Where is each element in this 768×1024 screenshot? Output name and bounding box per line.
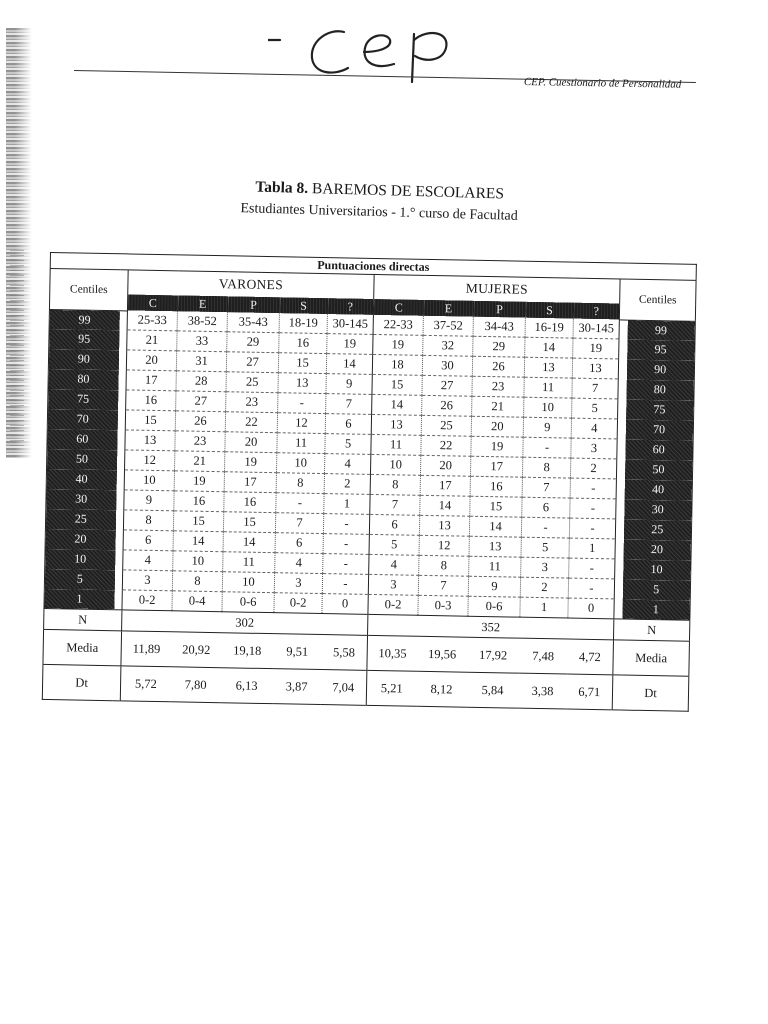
cell-mujeres: 14 xyxy=(525,337,573,358)
cell-varones: 9 xyxy=(326,374,372,395)
cell-mujeres: 14 xyxy=(372,394,422,415)
dt-value-mujeres: 8,12 xyxy=(430,681,453,696)
cell-mujeres: 13 xyxy=(469,536,521,557)
dt-value-mujeres: 3,38 xyxy=(531,683,554,698)
cell-varones: 20 xyxy=(126,350,176,371)
cell-mujeres: 8 xyxy=(522,457,570,478)
centile-left: 99 xyxy=(49,309,119,330)
cell-varones: 4 xyxy=(275,553,323,574)
cell-mujeres: 20 xyxy=(471,416,523,437)
col-header-varones-s: S xyxy=(279,297,327,314)
cell-mujeres: 8 xyxy=(370,474,420,495)
cell-mujeres: 10 xyxy=(370,454,420,475)
cell-mujeres: 18 xyxy=(372,354,422,375)
cell-mujeres: 9 xyxy=(523,417,571,438)
cell-varones: 16 xyxy=(279,333,327,354)
col-header-mujeres-q: ? xyxy=(573,303,619,320)
cell-mujeres: 7 xyxy=(522,477,570,498)
cell-mujeres: 5 xyxy=(572,398,618,419)
cell-varones: 17 xyxy=(126,370,176,391)
dt-value-mujeres: 5,21 xyxy=(380,680,403,696)
cell-varones: 19 xyxy=(225,452,277,473)
cell-mujeres: 22 xyxy=(421,435,471,456)
cell-mujeres: 29 xyxy=(473,336,525,357)
cell-varones: 19 xyxy=(174,471,224,492)
cell-varones: 22 xyxy=(225,412,277,433)
cell-varones: 10 xyxy=(276,453,324,474)
dt-value-varones: 3,87 xyxy=(285,678,308,694)
cell-mujeres: 0-6 xyxy=(468,596,520,617)
centile-right: 70 xyxy=(625,419,693,440)
cell-varones: 0-2 xyxy=(274,593,322,614)
col-header-mujeres-c: C xyxy=(373,299,423,316)
media-value-varones: 9,51 xyxy=(286,643,309,659)
cell-varones: 33 xyxy=(177,331,227,352)
cell-mujeres: 26 xyxy=(422,395,472,416)
media-value-mujeres: 10,35 xyxy=(378,645,407,661)
table-title-main: BAREMOS DE ESCOLARES xyxy=(311,180,505,203)
cell-mujeres: 16 xyxy=(470,476,522,497)
cell-mujeres: 21 xyxy=(472,396,524,417)
centile-left: 50 xyxy=(47,448,117,469)
cell-varones: 12 xyxy=(125,450,175,471)
media-label-right: Media xyxy=(635,650,668,665)
cell-mujeres: 0-3 xyxy=(418,595,468,616)
cell-varones: 31 xyxy=(176,351,226,372)
media-value-mujeres: 17,92 xyxy=(479,647,508,662)
dt-value-varones: 5,72 xyxy=(134,676,157,691)
cell-varones: 14 xyxy=(173,531,223,552)
col-header-mujeres-p: P xyxy=(473,301,525,318)
centile-left: 40 xyxy=(46,468,116,489)
cell-varones: 16 xyxy=(174,491,224,512)
col-header-varones-e: E xyxy=(177,295,227,312)
col-header-varones-c: C xyxy=(127,294,177,311)
cell-mujeres: - xyxy=(569,558,615,579)
cell-mujeres: 22-33 xyxy=(373,315,423,335)
cell-varones: 8 xyxy=(123,510,173,531)
centile-left: 5 xyxy=(44,568,114,589)
col-header-mujeres-e: E xyxy=(423,300,473,317)
cell-varones: 26 xyxy=(175,411,225,432)
cell-mujeres: 11 xyxy=(371,434,421,455)
table-number: Tabla 8. xyxy=(255,178,309,198)
dt-value-varones: 7,04 xyxy=(320,670,367,706)
centile-right: 20 xyxy=(623,539,691,560)
cell-varones: 6 xyxy=(275,533,323,554)
centile-left: 25 xyxy=(45,508,115,529)
centile-right: 95 xyxy=(627,339,695,360)
cell-varones: 15 xyxy=(223,512,275,533)
cell-varones: 10 xyxy=(124,470,174,491)
cell-mujeres: 20 xyxy=(420,455,470,476)
cell-mujeres: - xyxy=(568,578,614,599)
centiles-header-left: Centiles xyxy=(49,269,128,311)
cell-mujeres: 7 xyxy=(572,378,618,399)
cell-varones: - xyxy=(322,574,368,595)
centile-right: 1 xyxy=(622,599,690,620)
media-value-mujeres: 4,72 xyxy=(567,639,614,675)
centile-right: 40 xyxy=(624,479,692,500)
cell-mujeres: 2 xyxy=(520,577,568,598)
cell-mujeres: 14 xyxy=(469,516,521,537)
cell-mujeres: - xyxy=(523,437,571,458)
cell-mujeres: 15 xyxy=(372,374,422,395)
media-value-mujeres: 7,48 xyxy=(532,648,555,663)
cell-mujeres: 2 xyxy=(570,458,616,479)
cell-varones: 28 xyxy=(176,371,226,392)
cell-mujeres: 5 xyxy=(369,534,419,555)
cell-mujeres: 3 xyxy=(571,438,617,459)
col-header-mujeres-s: S xyxy=(525,302,573,319)
cell-varones: 35-43 xyxy=(227,312,279,332)
cell-varones: 27 xyxy=(226,352,278,373)
cell-varones: 4 xyxy=(123,550,173,571)
cell-mujeres: 4 xyxy=(571,418,617,439)
cell-varones: 2 xyxy=(324,474,370,495)
media-value-varones: 20,92 xyxy=(182,641,211,657)
group-header-varones: VARONES xyxy=(128,270,374,299)
col-header-varones-p: P xyxy=(227,296,279,313)
cell-mujeres: 30-145 xyxy=(573,319,619,339)
cell-mujeres: 27 xyxy=(422,375,472,396)
cell-mujeres: 11 xyxy=(469,556,521,577)
centile-left: 95 xyxy=(49,328,119,349)
centiles-header-right: Centiles xyxy=(619,279,696,321)
dt-value-mujeres: 6,71 xyxy=(566,674,613,710)
baremos-table xyxy=(42,252,697,712)
media-value-varones: 11,89 xyxy=(132,641,161,656)
cell-mujeres: 4 xyxy=(369,554,419,575)
centile-right: 25 xyxy=(623,519,691,540)
cell-mujeres: 14 xyxy=(420,495,470,516)
cell-mujeres: 7 xyxy=(370,494,420,515)
cell-varones: 21 xyxy=(127,330,177,351)
cell-mujeres: 1 xyxy=(569,538,615,559)
cell-varones: 23 xyxy=(226,392,278,413)
cell-varones: - xyxy=(276,493,324,514)
cell-varones: - xyxy=(278,393,326,414)
cell-mujeres: 0-2 xyxy=(368,594,418,615)
cell-varones: 6 xyxy=(123,530,173,551)
cell-mujeres: - xyxy=(570,498,616,519)
centile-right: 90 xyxy=(626,359,694,380)
cell-mujeres: 5 xyxy=(521,537,569,558)
cell-varones: 21 xyxy=(175,451,225,472)
cell-varones: 14 xyxy=(326,354,372,375)
cell-mujeres: 15 xyxy=(470,496,522,517)
cell-varones: 23 xyxy=(175,431,225,452)
cell-varones: 7 xyxy=(275,513,323,534)
cell-varones: - xyxy=(323,534,369,555)
cell-mujeres: 12 xyxy=(419,535,469,556)
centile-left: 10 xyxy=(45,548,115,569)
cell-varones: 27 xyxy=(176,391,226,412)
cell-varones: 3 xyxy=(274,573,322,594)
centile-left: 60 xyxy=(47,428,117,449)
centile-right: 80 xyxy=(626,379,694,400)
cell-varones: 15 xyxy=(173,511,223,532)
running-header: CEP. Cuestionario de Personalidad xyxy=(523,76,682,91)
centile-right: 99 xyxy=(627,320,695,341)
cell-varones: 11 xyxy=(277,433,325,454)
cell-mujeres: 19 xyxy=(573,338,619,359)
cell-varones: 3 xyxy=(122,570,172,591)
cell-varones: - xyxy=(323,554,369,575)
cell-varones: 25-33 xyxy=(127,310,177,330)
cell-mujeres: 13 xyxy=(419,515,469,536)
cell-mujeres: 7 xyxy=(418,575,468,596)
cell-mujeres: 26 xyxy=(472,356,524,377)
table-subtitle: Estudiantes Universitarios - 1.° curso de Facultad xyxy=(240,201,518,224)
centile-right: 10 xyxy=(623,559,691,580)
cell-varones: 12 xyxy=(277,413,325,434)
cell-varones: 29 xyxy=(227,332,279,353)
media-value-mujeres: 19,56 xyxy=(428,646,457,662)
cell-varones: 13 xyxy=(125,430,175,451)
cell-mujeres: 19 xyxy=(373,334,423,355)
cell-mujeres: 6 xyxy=(369,514,419,535)
cell-varones: 10 xyxy=(173,551,223,572)
cell-mujeres: 32 xyxy=(423,335,473,356)
cell-varones: 17 xyxy=(224,472,276,493)
n-label-right: N xyxy=(647,622,657,637)
cell-varones: 25 xyxy=(226,372,278,393)
cell-varones: 20 xyxy=(225,432,277,453)
cell-varones: 38-52 xyxy=(177,311,227,331)
cell-varones: 7 xyxy=(326,394,372,415)
table-title-block xyxy=(199,176,560,227)
cell-mujeres: 1 xyxy=(520,597,568,618)
centile-left: 75 xyxy=(48,388,118,409)
cell-varones: 19 xyxy=(327,334,373,355)
media-label-left: Media xyxy=(43,629,122,665)
group-header-mujeres: MUJERES xyxy=(374,274,620,303)
cell-varones: 0 xyxy=(322,594,368,615)
cell-mujeres: 6 xyxy=(522,497,570,518)
cell-varones: 14 xyxy=(223,532,275,553)
cell-mujeres: - xyxy=(570,478,616,499)
dt-label-left: Dt xyxy=(42,664,121,700)
cell-varones: 16 xyxy=(126,390,176,411)
cell-mujeres: 34-43 xyxy=(473,317,525,337)
cell-varones: 6 xyxy=(325,414,371,435)
cell-varones: 5 xyxy=(325,434,371,455)
baremos-table-wrap xyxy=(42,252,697,712)
centile-right: 75 xyxy=(626,399,694,420)
centile-left: 1 xyxy=(44,588,114,609)
centile-right: 30 xyxy=(624,499,692,520)
cell-mujeres: 17 xyxy=(470,456,522,477)
cell-mujeres: 3 xyxy=(521,557,569,578)
centile-right: 5 xyxy=(622,579,690,600)
centile-left: 30 xyxy=(46,488,116,509)
cell-mujeres: 9 xyxy=(468,576,520,597)
cell-mujeres: 13 xyxy=(371,414,421,435)
header-puntuaciones-directas: Puntuaciones directas xyxy=(317,257,430,274)
cell-mujeres: 11 xyxy=(524,377,572,398)
cell-varones: 0-2 xyxy=(122,590,172,611)
scan-edge-noise xyxy=(10,250,24,450)
cell-varones: 8 xyxy=(276,473,324,494)
centile-left: 20 xyxy=(45,528,115,549)
media-value-varones: 5,58 xyxy=(321,635,368,671)
cell-varones: 4 xyxy=(324,454,370,475)
cell-varones: 1 xyxy=(324,494,370,515)
n-value-varones: 302 xyxy=(122,610,368,636)
cell-mujeres: 13 xyxy=(524,357,572,378)
cell-mujeres: 10 xyxy=(524,397,572,418)
cell-varones: 9 xyxy=(124,490,174,511)
cell-mujeres: 30 xyxy=(422,355,472,376)
n-label-left: N xyxy=(44,608,122,630)
centile-left: 70 xyxy=(47,408,117,429)
col-header-varones-q: ? xyxy=(327,298,373,315)
cell-mujeres: - xyxy=(569,518,615,539)
cell-varones: 0-4 xyxy=(172,591,222,612)
cell-mujeres: 37-52 xyxy=(423,316,473,336)
cell-varones: 8 xyxy=(172,571,222,592)
cell-varones: 13 xyxy=(278,373,326,394)
cell-varones: 15 xyxy=(125,410,175,431)
dt-label-right: Dt xyxy=(644,685,657,700)
dt-value-varones: 6,13 xyxy=(235,677,258,693)
centile-left: 90 xyxy=(48,348,118,369)
cell-varones: 18-19 xyxy=(279,313,327,333)
cell-varones: 30-145 xyxy=(327,314,373,334)
cell-mujeres: 0 xyxy=(568,598,614,619)
centile-right: 60 xyxy=(625,439,693,460)
cell-varones: 10 xyxy=(222,572,274,593)
cell-mujeres: 23 xyxy=(472,376,524,397)
dt-value-mujeres: 5,84 xyxy=(481,682,504,697)
cell-mujeres: 17 xyxy=(420,475,470,496)
centile-right: 50 xyxy=(624,459,692,480)
cell-mujeres: 19 xyxy=(471,436,523,457)
n-value-mujeres: 352 xyxy=(368,614,614,640)
cell-mujeres: 16-19 xyxy=(525,318,573,338)
cell-varones: 16 xyxy=(224,492,276,513)
cell-varones: 11 xyxy=(223,552,275,573)
cell-varones: - xyxy=(323,514,369,535)
cell-mujeres: 8 xyxy=(419,555,469,576)
dt-value-varones: 7,80 xyxy=(184,677,207,692)
cell-varones: 15 xyxy=(278,353,326,374)
cell-mujeres: 25 xyxy=(421,415,471,436)
cell-mujeres: 3 xyxy=(368,574,418,595)
cell-mujeres: - xyxy=(521,517,569,538)
cell-mujeres: 13 xyxy=(572,358,618,379)
media-value-varones: 19,18 xyxy=(233,642,262,658)
cell-varones: 0-6 xyxy=(222,592,274,613)
centile-left: 80 xyxy=(48,368,118,389)
